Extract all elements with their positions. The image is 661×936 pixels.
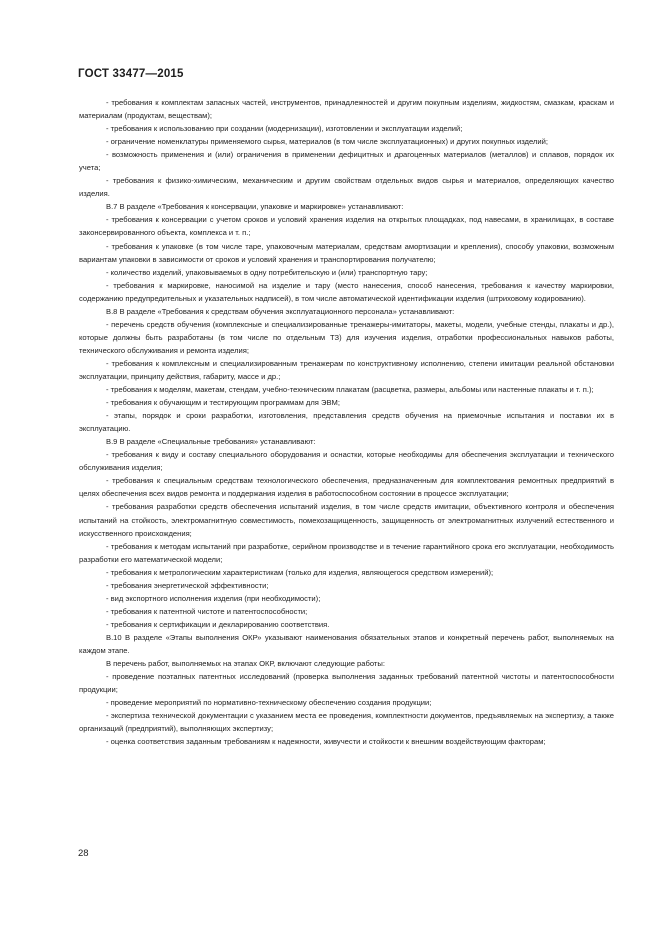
paragraph: - возможность применения и (или) ограничения в применении дефицитных и драгоценных материалов (металлов) и сплавов, порядок их учета; [79, 150, 614, 173]
paragraph: - требования к сертификации и декларированию соответствия. [106, 619, 330, 629]
paragraph: - ограничение номенклатуры применяемого сырья, материалов (в том числе эксплуатационных) и других покупных изделий; [106, 137, 548, 147]
document-header: ГОСТ 33477—2015 [78, 68, 184, 80]
paragraph: - требования к моделям, макетам, стендам, учебно-техническим плакатам (расцветка, размеры, альбомы или настенные плакаты и т. п.); [106, 385, 594, 395]
paragraph: - требования к методам испытаний при разработке, серийном производстве и в течение гарантийного срока его эксплуатации, необходимость разработки его математической модели; [79, 541, 614, 564]
paragraph: В.10 В разделе «Этапы выполнения ОКР» указывают наименования обязательных этапов и конкретный перечень работ, выполняемых на каждом этапе. [79, 632, 614, 655]
paragraph: В.7 В разделе «Требования к консервации, упаковке и маркировке» устанавливают: [106, 202, 404, 212]
paragraph: - требования энергетической эффективности; [106, 580, 269, 590]
paragraph: В перечень работ, выполняемых на этапах ОКР, включают следующие работы: [106, 659, 385, 669]
paragraph: - проведение мероприятий по нормативно-техническому обеспечению создания продукции; [106, 698, 432, 708]
paragraph: - требования к комплектам запасных частей, инструментов, принадлежностей и другим покупным изделиям, жидкостям, смазкам, краскам и материалам (продуктам, веществам); [79, 98, 614, 121]
paragraph: - требования разработки средств обеспечения испытаний изделия, в том числе средств имитации, объективного контроля и обеспечения испытаний на стойкость, электромагнитную совместимость, помехозащищенность, защищенность от электромагнитных излучений естественного и искусственного происхождения; [79, 502, 614, 538]
paragraph: - требования к консервации с учетом сроков и условий хранения изделия на открытых площадках, под навесами, в хранилищах, в составе законсервированного объекта, комплекса и т. п.; [79, 215, 614, 238]
paragraph: - проведение поэтапных патентных исследований (проверка выполнения заданных требований патентной чистоты и патентоспособности продукции; [79, 672, 614, 695]
paragraph: - требования к физико-химическим, механическим и другим свойствам отдельных видов сырья и материалов, определяющих качество изделия. [79, 176, 614, 199]
paragraph: - требования к патентной чистоте и патентоспособности; [106, 606, 308, 616]
paragraph: - требования к комплексным и специализированным тренажерам по конструктивному исполнению, степени имитации реальной обстановки эксплуатации, принципу действия, габариту, массе и др.; [79, 358, 614, 381]
paragraph: - требования к упаковке (в том числе таре, упаковочным материалам, средствам амортизации и крепления), способу упаковки, возможным вариантам упаковки в зависимости от сроков и условий хранения и транспортирования получателю; [79, 241, 614, 264]
paragraph: В.9 В разделе «Специальные требования» устанавливают: [106, 437, 316, 447]
paragraph: - экспертиза технической документации с указанием места ее проведения, комплектности документов, предъявляемых на экспертизу, а также организаций (предприятий), выполняющих экспертизу; [79, 711, 614, 734]
paragraph: - требования к виду и составу специального оборудования и оснастки, которые необходимы для обеспечения эксплуатации и технического обслуживания изделия; [79, 450, 614, 473]
paragraph: - этапы, порядок и сроки разработки, изготовления, представления средств обучения на приемочные испытания и поставки их в эксплуатацию. [79, 411, 614, 434]
paragraph: - требования к маркировке, наносимой на изделие и тару (место нанесения, способ нанесения, требования к качеству маркировки, содержанию предупредительных и указательных надписей), в том числе автоматической идентификации изделия (штриховому кодированию). [79, 280, 614, 303]
page-number: 28 [78, 848, 89, 859]
paragraph: - количество изделий, упаковываемых в одну потребительскую и (или) транспортную тару; [106, 267, 428, 277]
paragraph: - оценка соответствия заданным требованиям к надежности, живучести и стойкости к внешним воздействующим факторам; [106, 737, 546, 747]
document-body [79, 96, 614, 748]
paragraph: - требования к метрологическим характеристикам (только для изделия, являющегося средством измерений); [106, 567, 494, 577]
paragraph: - требования к специальным средствам технологического обеспечения, предназначенным для комплектования ремонтных предприятий в целях обеспечения всех видов ремонта и поддержания изделия в работоспособном состоянии в процессе эксплуатации; [79, 476, 614, 499]
paragraph: - перечень средств обучения (комплексные и специализированные тренажеры-имитаторы, макеты, модели, учебные стенды, плакаты и др.), которые должны быть разработаны (в том числе по отдельным ТЗ) для изучения изделия, отработки профессиональных навыков работы, технического обслуживания и ремонта изделия; [79, 319, 614, 355]
paragraph: - требования к использованию при создании (модернизации), изготовлении и эксплуатации изделий; [106, 124, 463, 134]
paragraph: - требования к обучающим и тестирующим программам для ЭВМ; [106, 398, 340, 408]
paragraph: - вид экспортного исполнения изделия (при необходимости); [106, 593, 321, 603]
paragraph: В.8 В разделе «Требования к средствам обучения эксплуатационного персонала» устанавливают: [106, 306, 455, 316]
